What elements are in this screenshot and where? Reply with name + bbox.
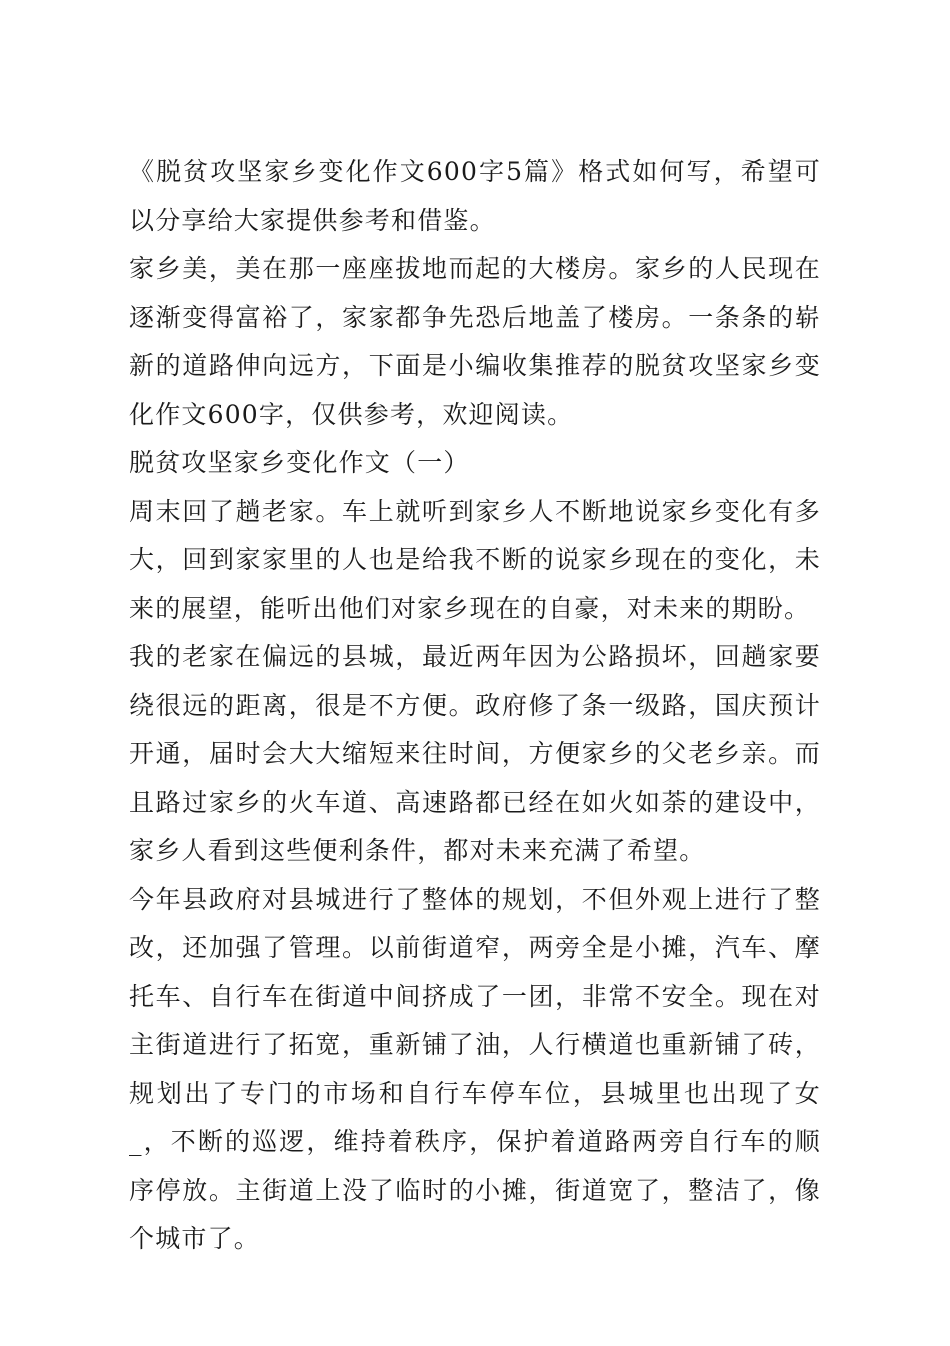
body-paragraph: 今年县政府对县城进行了整体的规划，不但外观上进行了整改，还加强了管理。以前街道窄，两旁全是小摊，汽车、摩托车、自行车在街道中间挤成了一团，非常不安全。现在对主街道进行了拓宽，重新铺了油，人行横道也重新铺了砖，规划出了专门的市场和自行车停车位，县城里也出现了女_，不断的巡逻，维持着秩序，保护着道路两旁自行车的顺序停放。主街道上没了临时的小摊，街道宽了，整洁了，像个城市了。: [129, 884, 821, 1253]
summary-paragraph: 家乡美，美在那一座座拔地而起的大楼房。家乡的人民现在逐渐变得富裕了，家家都争先恐后地盖了楼房。一条条的崭新的道路伸向远方，下面是小编收集推荐的脱贫攻坚家乡变化作文600字，仅供参考，欢迎阅读。: [129, 254, 821, 429]
section-heading: 脱贫攻坚家乡变化作文（一）: [129, 448, 470, 477]
body-paragraph: 周末回了趟老家。车上就听到家乡人不断地说家乡变化有多大，回到家家里的人也是给我不断的说家乡现在的变化，未来的展望，能听出他们对家乡现在的自豪，对未来的期盼。: [129, 496, 821, 623]
intro-paragraph: 《脱贫攻坚家乡变化作文600字5篇》格式如何写，希望可以分享给大家提供参考和借鉴。: [129, 157, 821, 235]
document-body: [129, 148, 821, 1264]
body-paragraph: 我的老家在偏远的县城，最近两年因为公路损坏，回趟家要绕很远的距离，很是不方便。政府修了条一级路，国庆预计开通，届时会大大缩短来往时间，方便家乡的父老乡亲。而且路过家乡的火车道、高速路都已经在如火如荼的建设中，家乡人看到这些便利条件，都对未来充满了希望。: [129, 642, 821, 865]
